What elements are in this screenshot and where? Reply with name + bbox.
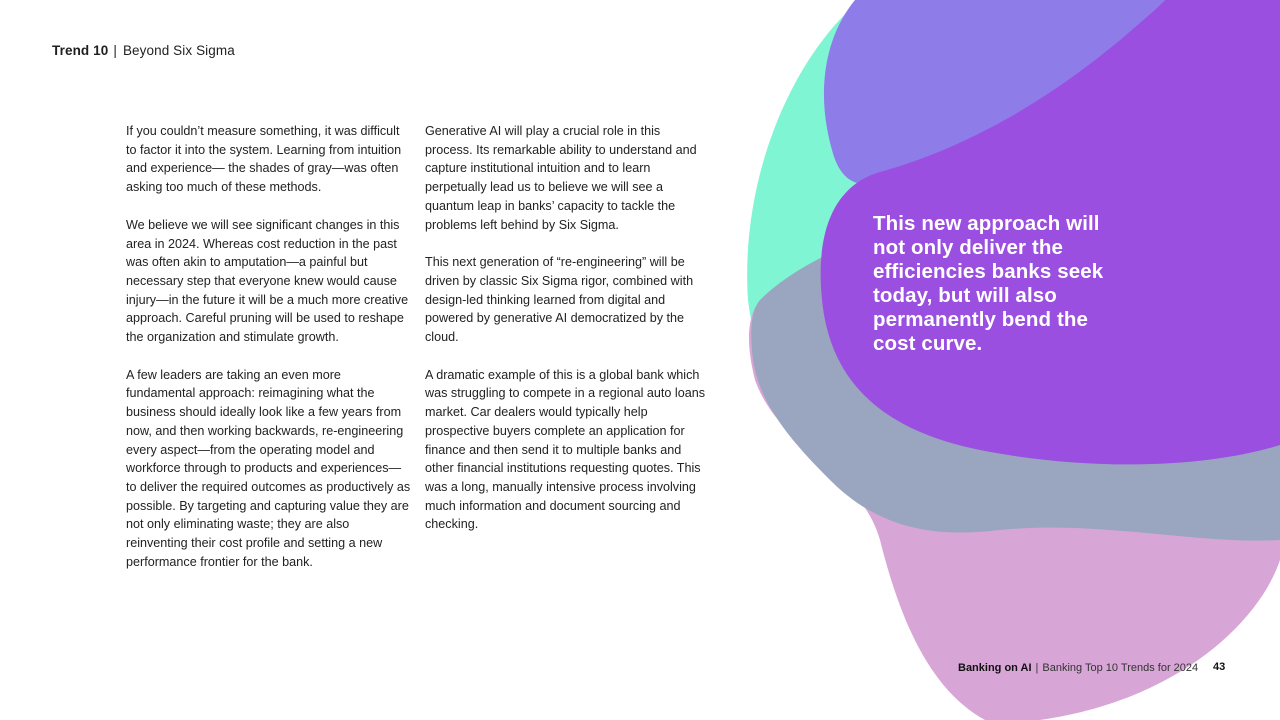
footer-separator: |: [1035, 662, 1039, 674]
page-number: 43: [1213, 661, 1226, 673]
header-separator: |: [113, 43, 117, 58]
header-title: Beyond Six Sigma: [122, 43, 235, 58]
trend-label: Trend 10: [52, 43, 109, 58]
body-column-1: [126, 122, 411, 590]
paragraph: Generative AI will play a crucial role in this process. Its remarkable ability to understand and capture institutional intuition and to learn perpetually lead us to believe we will see a quantum leap in banks’ capacity to tackle the problems left behind by Six Sigma.: [425, 124, 697, 232]
paragraph: If you couldn’t measure something, it was difficult to factor it into the system. Learning from intuition and experience— the shades of gray—was often asking too much of these methods.: [126, 124, 402, 195]
page-footer: [958, 662, 1198, 674]
paragraph: A few leaders are taking an even more fundamental approach: reimagining what the business should ideally look like a few years from now, and then working backwards, re-engineering every aspect—from the operating model and workforce through to products and experiences—to deliver the required outcomes as productively as possible. By targeting and capturing value they are not only eliminating waste; they are also reinventing their cost profile and setting a new performance frontier for the bank.: [126, 367, 411, 569]
page-header: [52, 43, 235, 58]
paragraph: This next generation of “re-engineering” will be driven by classic Six Sigma rigor, combined with design-led thinking learned from digital and powered by generative AI democratized by the cloud.: [425, 255, 694, 345]
pull-quote: This new approach will not only deliver the efficiencies banks seek today, but will also permanently bend the cost curve.: [873, 212, 1104, 355]
footer-brand: Banking on AI: [958, 662, 1032, 674]
paragraph: A dramatic example of this is a global bank which was struggling to compete in a regional auto loans market. Car dealers would typically help prospective buyers complete an application for finance and then send it to multiple banks and other financial institutions requesting quotes. This was a long, manually intensive process involving much information and document sourcing and checking.: [425, 367, 706, 532]
paragraph: We believe we will see significant changes in this area in 2024. Whereas cost reduction in the past was often akin to amputation—a painful but necessary step that everyone knew would cause injury—in the future it will be a much more creative approach. Careful pruning will be used to reshape the organization and stimulate growth.: [126, 217, 409, 345]
body-column-2: [425, 122, 710, 553]
footer-publication: Banking Top 10 Trends for 2024: [1042, 662, 1199, 674]
